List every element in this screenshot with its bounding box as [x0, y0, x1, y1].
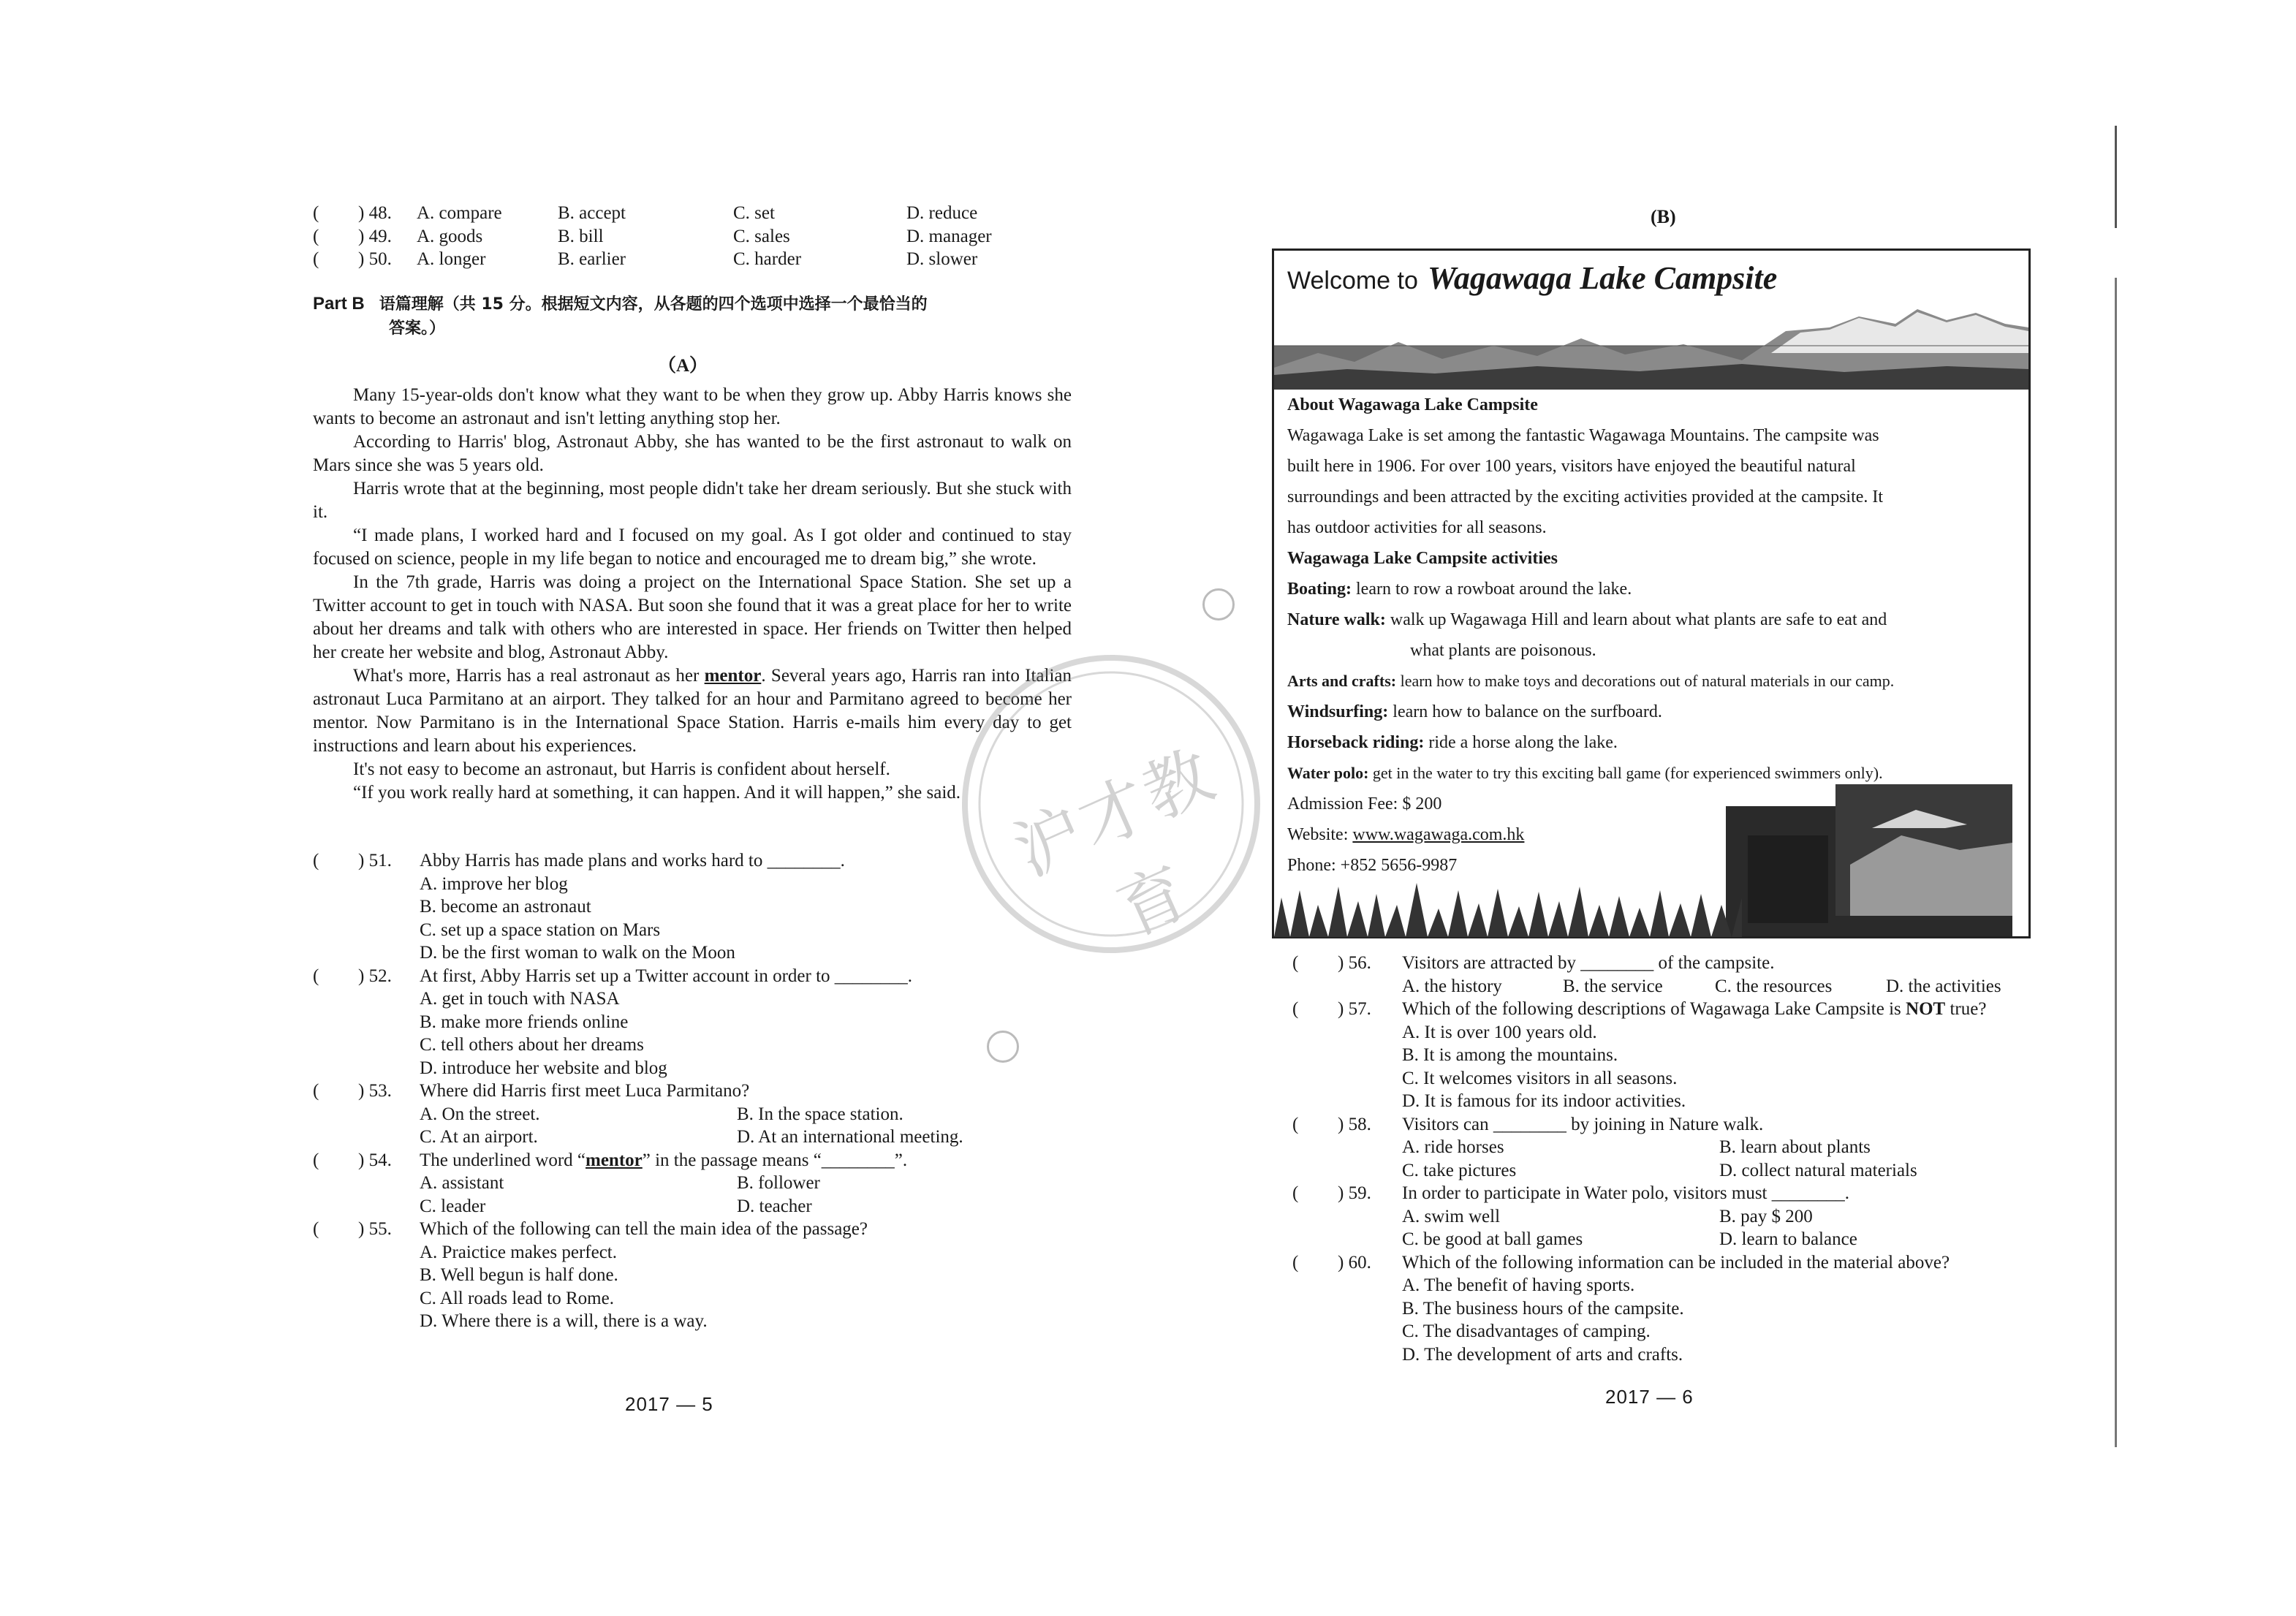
- option: D. the activities: [1886, 976, 2001, 996]
- passage-b-title: (B): [1651, 206, 1676, 227]
- activities-heading: Wagawaga Lake Campsite activities: [1287, 549, 1558, 568]
- website-link[interactable]: www.wagawaga.com.hk: [1352, 825, 1525, 844]
- option: B. It is among the mountains.: [1402, 1045, 1618, 1065]
- about-line: surroundings and been attracted by the exciting activities provided at the campsite. It: [1287, 488, 1884, 507]
- question-50: ( ) 50. A. longer B. earlier C. harder D. slower: [313, 249, 978, 269]
- paragraph: “I made plans, I worked hard and I focused on my goal. As I got older and continued to stay focused on science, people in my life began to notice and encouraged me to dream big,” she wrote.: [313, 526, 1072, 569]
- scan-edge-line: [2115, 278, 2117, 1447]
- option: D. introduce her website and blog: [420, 1058, 667, 1078]
- underlined-mentor: mentor: [704, 666, 762, 686]
- option: A. improve her blog: [420, 873, 568, 894]
- option: D. be the first woman to walk on the Moon: [420, 943, 735, 963]
- option: A. On the street.: [420, 1104, 540, 1124]
- option: C. be good at ball games: [1402, 1229, 1583, 1249]
- option: D. It is famous for its indoor activities.: [1402, 1091, 1686, 1111]
- option: C. At an airport.: [420, 1127, 538, 1147]
- activity-nature-walk: Nature walk: walk up Wagawaga Hill and learn about what plants are safe to eat and: [1287, 610, 1887, 629]
- part-b-header: [313, 292, 1073, 341]
- page-number: 2017 — 5: [625, 1393, 713, 1415]
- paragraph-mentor: What's more, Harris has a real astronaut as her mentor. Several years ago, Harris ran into Italian astronaut Luca Parmitano at an airport. They talked for an hour and Parmitano agreed to become her mentor. Now Parmitano is in the International Space Station. Harris e-mails him every day to get instructions and learn about his experiences.: [313, 666, 1072, 756]
- question-56: ( ) 56. Visitors are attracted by ________ of the campsite.: [1292, 953, 1775, 973]
- option: B. follower: [737, 1173, 820, 1193]
- option: A. Praictice makes perfect.: [420, 1242, 618, 1262]
- question-52: ( ) 52. At first, Abby Harris set up a Twitter account in order to ________.: [313, 966, 913, 986]
- option: A. ride horses: [1402, 1137, 1504, 1157]
- question-51: ( ) 51. Abby Harris has made plans and works hard to ________.: [313, 851, 845, 870]
- grass-decoration: [1274, 876, 1742, 937]
- question-49: ( ) 49. A. goods B. bill C. sales D. manager: [313, 226, 992, 246]
- option: D. Where there is a will, there is a way.: [420, 1311, 708, 1331]
- option: B. become an astronaut: [420, 897, 591, 917]
- questions-a: [313, 849, 1073, 1333]
- activity-water-polo: Water polo: get in the water to try this exciting ball game (for experienced swimmers only).: [1287, 764, 1883, 782]
- question-48: ( ) 48. A. compare B. accept C. set D. reduce: [313, 203, 978, 223]
- option: B. Well begun is half done.: [420, 1265, 618, 1285]
- option: C. tell others about her dreams: [420, 1035, 644, 1055]
- activity-boating: Boating: learn to row a rowboat around the lake.: [1287, 580, 1632, 599]
- page-number: 2017 — 6: [1605, 1386, 1694, 1408]
- option: A. get in touch with NASA: [420, 989, 620, 1009]
- question-59: ( ) 59. In order to participate in Water polo, visitors must ________.: [1292, 1183, 1849, 1203]
- question-58: ( ) 58. Visitors can ________ by joining in Nature walk.: [1292, 1114, 1764, 1134]
- scan-edge-line: [2115, 126, 2117, 228]
- cloze-options: [313, 202, 1080, 271]
- question-53: ( ) 53. Where did Harris first meet Luca Parmitano?: [313, 1081, 750, 1101]
- option: B. pay $ 200: [1719, 1206, 1813, 1226]
- about-line: has outdoor activities for all seasons.: [1287, 518, 1547, 537]
- option: C. leader: [420, 1196, 486, 1216]
- option: A. The benefit of having sports.: [1402, 1275, 1635, 1295]
- campsite-photo: [1726, 784, 2012, 936]
- option: C. set up a space station on Mars: [420, 919, 661, 940]
- campsite-name: Wagawaga Lake Campsite: [1428, 260, 1778, 296]
- part-b-instruction-cont: 答案。）: [389, 319, 446, 338]
- option: A. swim well: [1402, 1206, 1501, 1226]
- activity-windsurfing: Windsurfing: learn how to balance on the surfboard.: [1287, 702, 1662, 721]
- option: A. assistant: [420, 1173, 504, 1193]
- option: B. make more friends online: [420, 1012, 629, 1032]
- option: A. the history: [1402, 976, 1502, 996]
- campsite-advertisement: [1272, 249, 2031, 938]
- activity-arts-crafts: Arts and crafts: learn how to make toys and decorations out of natural materials in our camp.: [1287, 672, 1895, 690]
- option: D. At an international meeting.: [737, 1127, 963, 1147]
- paragraph: According to Harris' blog, Astronaut Abby, she has wanted to be the first astronaut to walk on Mars since she was 5 years old.: [313, 432, 1072, 475]
- website-line: Website: www.wagawaga.com.hk: [1287, 825, 1525, 844]
- part-b-label: Part B: [313, 294, 365, 314]
- option: D. teacher: [737, 1196, 812, 1216]
- option: C. All roads lead to Rome.: [420, 1288, 614, 1308]
- watermark-dot: [987, 1031, 1019, 1063]
- option: B. In the space station.: [737, 1104, 903, 1124]
- mountain-banner-image: [1274, 302, 2028, 390]
- about-line: Wagawaga Lake is set among the fantastic Wagawaga Mountains. The campsite was: [1287, 426, 1879, 445]
- question-57: ( ) 57. Which of the following descriptions of Wagawaga Lake Campsite is NOT true?: [1292, 999, 1987, 1019]
- question-55: ( ) 55. Which of the following can tell the main idea of the passage?: [313, 1219, 868, 1239]
- watermark-text: 沪才教育: [1003, 734, 1227, 952]
- phone: Phone: +852 5656-9987: [1287, 856, 1458, 875]
- option: C. the resources: [1715, 976, 1833, 996]
- option: B. learn about plants: [1719, 1137, 1871, 1157]
- admission-fee: Admission Fee: $ 200: [1287, 794, 1442, 813]
- paragraph: Many 15-year-olds don't know what they want to be when they grow up. Abby Harris knows she wants to become an astronaut and isn't letting anything stop her.: [313, 385, 1072, 428]
- paragraph: In the 7th grade, Harris was doing a project on the International Space Station. She set up a Twitter account to get in touch with NASA. But soon she found that it was a great place for her to write about her dreams and talk with others who are interested in space. Her friends on Twitter then helped her create her website and blog, Astronaut Abby.: [313, 572, 1072, 662]
- about-line: built here in 1906. For over 100 years, visitors have enjoyed the beautiful natural: [1287, 457, 1856, 476]
- questions-b: [1292, 952, 2053, 1366]
- question-54: ( ) 54. The underlined word “mentor” in the passage means “________”.: [313, 1150, 908, 1170]
- option: B. the service: [1563, 976, 1663, 996]
- watermark-dot: [1202, 588, 1235, 621]
- about-heading: About Wagawaga Lake Campsite: [1287, 395, 1538, 414]
- welcome-text: Welcome to: [1287, 267, 1418, 295]
- activity-nature-walk-cont: what plants are poisonous.: [1410, 641, 1596, 660]
- option: B. The business hours of the campsite.: [1402, 1298, 1684, 1319]
- option: C. The disadvantages of camping.: [1402, 1321, 1651, 1341]
- part-b-instruction: 语篇理解（共 15 分。根据短文内容，从各题的四个选项中选择一个最恰当的: [379, 295, 928, 314]
- option: D. learn to balance: [1719, 1229, 1857, 1249]
- paragraph: Harris wrote that at the beginning, most people didn't take her dream seriously. But she stuck with it.: [313, 479, 1072, 522]
- option: C. take pictures: [1402, 1160, 1517, 1180]
- question-60: ( ) 60. Which of the following information can be included in the material above?: [1292, 1252, 1950, 1272]
- paragraph: “If you work really hard at something, it can happen. And it will happen,” she said.: [353, 783, 961, 803]
- paragraph: It's not easy to become an astronaut, but Harris is confident about herself.: [353, 759, 890, 779]
- option: D. collect natural materials: [1719, 1160, 1917, 1180]
- option: A. It is over 100 years old.: [1402, 1022, 1597, 1042]
- passage-a-title: （A）: [658, 356, 708, 376]
- option: D. The development of arts and crafts.: [1402, 1344, 1683, 1365]
- activity-horseback: Horseback riding: ride a horse along the lake.: [1287, 733, 1618, 752]
- option: C. It welcomes visitors in all seasons.: [1402, 1068, 1678, 1088]
